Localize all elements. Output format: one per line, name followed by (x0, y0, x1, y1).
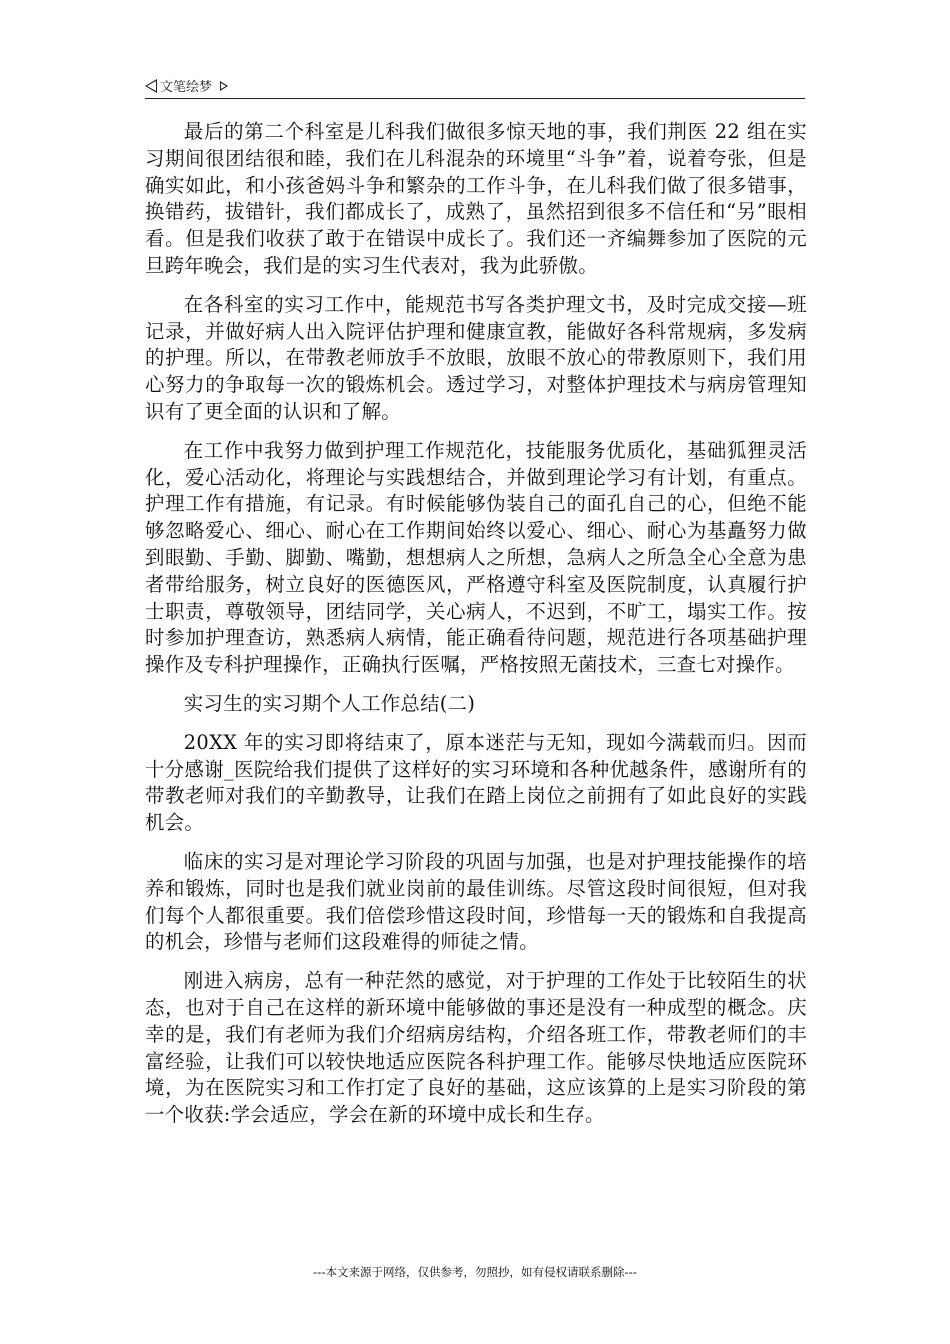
section-heading: 实习生的实习期个人工作总结(二) (183, 691, 476, 715)
paragraph-pediatrics: 最后的第二个科室是儿科我们做很多惊天地的事，我们荆医 22 组在实习期间很团结很和睦，我们在儿科混杂的环境里“斗争”着，说着夸张，但是确实如此，和小孩爸妈斗争和繁杂的工作斗争，在儿科我们做了很多错事，换错药，拔错针，我们都成长了，成熟了，虽然招到很多不信任和“另”眼相看。但是我们收获了敢于在错误中成长了。我们还一齐编舞参加了医院的元旦跨年晚会，我们是的实习生代表对，我为此骄傲。 (145, 120, 807, 277)
paragraph-clinical-practice: 临床的实习是对理论学习阶段的巩固与加强，也是对护理技能操作的培养和锻炼，同时也是我们就业岗前的最佳训练。尽管这段时间很短，但对我们每个人都很重要。我们倍偿珍惜这段时间，珍惜每一天的锻炼和自我提高的机会，珍惜与老师们这段难得的师徒之情。 (145, 849, 807, 954)
triangle-right-icon (220, 81, 228, 91)
header-brand (145, 76, 228, 95)
footer-disclaimer: ---本文来源于网络，仅供参考，勿照抄，如有侵权请联系删除--- (313, 1265, 637, 1279)
brand-name: 文笔绘梦 (160, 80, 213, 95)
page-header (145, 74, 805, 99)
triangle-left-icon (145, 79, 157, 93)
paragraph-internship-end: 20XX 年的实习即将结束了，原本迷茫与无知，现如今满载而归。因而十分感谢_医院给我们提供了这样好的实习环境和各种优越条件，感谢所有的带教老师对我们的辛勤教导，让我们在踏上岗位之前拥有了如此良好的实践机会。 (145, 730, 807, 835)
paragraph-ward-entry: 刚进入病房，总有一种茫然的感觉，对于护理的工作处于比较陌生的状态，也对于自己在这样的新环境中能够做的事还是没有一种成型的概念。庆幸的是，我们有老师为我们介绍病房结构，介绍各班工作，带教老师们的丰富经验，让我们可以较快地适应医院各科护理工作。能够尽快地适应医院环境，为在医院实习和工作打定了良好的基础，这应该算的上是实习阶段的第一个收获:学会适应，学会在新的环境中成长和生存。 (145, 969, 807, 1127)
paragraph-work-standards: 在工作中我努力做到护理工作规范化，技能服务优质化，基础狐狸灵活化，爱心活动化，将理论与实践想结合，并做到理论学习有计划，有重点。护理工作有措施，有记录。有时候能够伪装自己的面孔自己的心，但绝不能够忽略爱心、细心、耐心在工作期间始终以爱心、细心、耐心为基矗努力做到眼勤、手勤、脚勤、嘴勤，想想病人之所想，急病人之所急全心全意为患者带给服务，树立良好的医德医风，严格遵守科室及医院制度，认真履行护士职责，尊敬领导，团结同学，关心病人，不迟到，不旷工，塌实工作。按时参加护理查访，熟悉病人病情，能正确看待问题，规范进行各项基础护理操作及专科护理操作，正确执行医嘱，严格按照无菌技术，三查七对操作。 (145, 438, 807, 677)
document-body (145, 119, 807, 1141)
paragraph-departments: 在各科室的实习工作中，能规范书写各类护理文书，及时完成交接—班记录，并做好病人出入院评估护理和健康宣教，能做好各科常规病，多发病的护理。所以，在带教老师放手不放眼，放眼不放心的带教原则下，我们用心努力的争取每一次的锻炼机会。透过学习，对整体护理技术与病房管理知识有了更全面的认识和了解。 (145, 292, 807, 423)
